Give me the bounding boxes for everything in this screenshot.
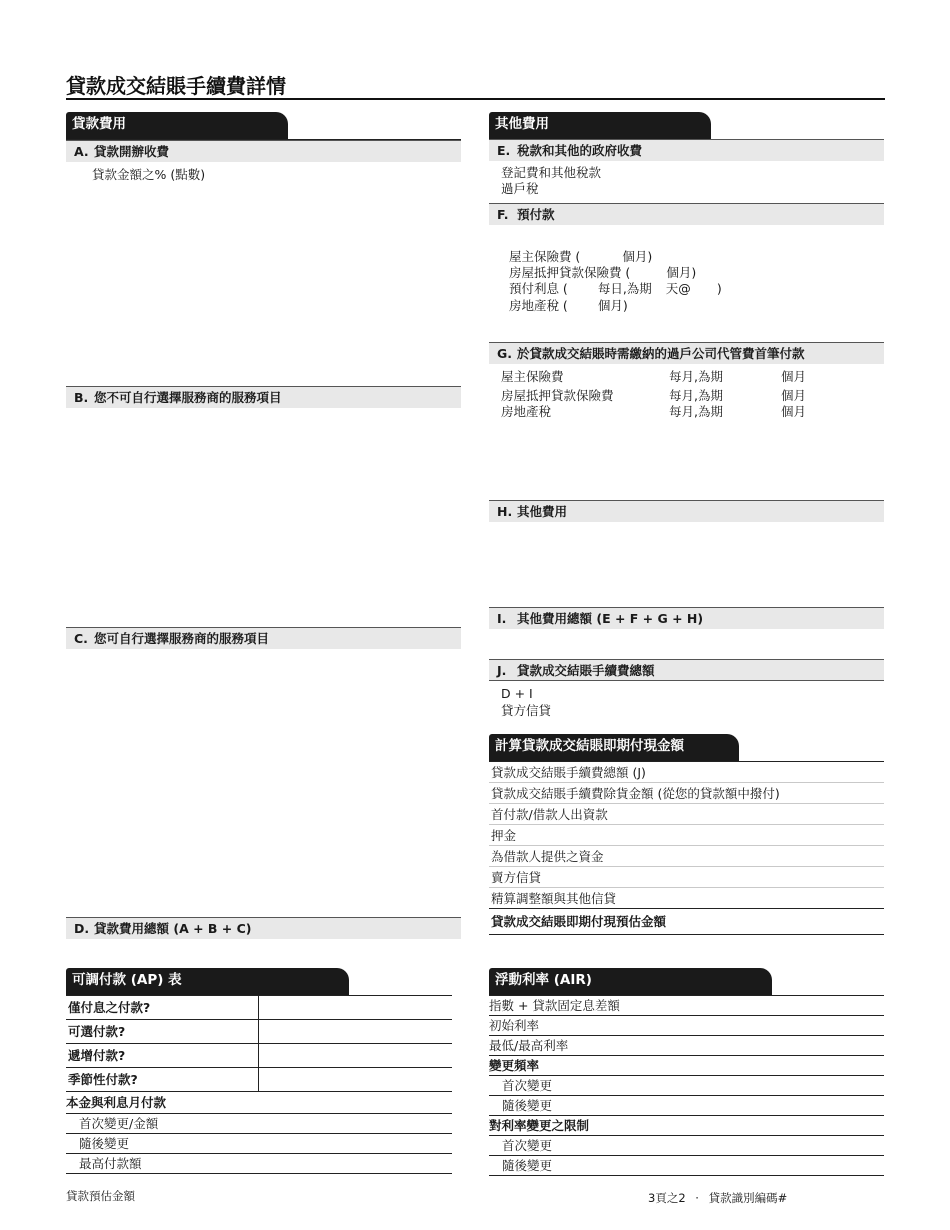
section-f-letter: F. bbox=[497, 207, 509, 222]
cash-to-close-list bbox=[489, 762, 884, 935]
section-a-header bbox=[66, 140, 461, 162]
transfer-tax-line: 過戶稅 bbox=[501, 181, 539, 196]
escrow-mortgage-per: 每月,為期 bbox=[669, 388, 723, 403]
footer-loan-id: 貸款識別編碼# bbox=[708, 1191, 788, 1205]
points-line: 貸款金額之% (點數) bbox=[92, 167, 206, 182]
footer-page-info bbox=[648, 1190, 787, 1206]
air-limits-first: 首次變更 bbox=[489, 1136, 884, 1156]
ap-pi-subsequent: 隨後變更 bbox=[66, 1134, 452, 1154]
ap-row-interest-only bbox=[66, 996, 452, 1020]
ap-row-value bbox=[259, 1068, 452, 1091]
section-a-label: 貸款開辦收費 bbox=[94, 144, 170, 159]
page-title: 貸款成交結賬手續費詳情 bbox=[66, 74, 286, 98]
section-h-letter: H. bbox=[497, 504, 513, 519]
footer-page-number: 3頁之2 bbox=[648, 1191, 686, 1205]
section-g-letter: G. bbox=[497, 346, 513, 361]
cash-row-seller-credits: 賣方信貸 bbox=[489, 867, 884, 888]
ap-row-value bbox=[259, 1020, 452, 1043]
section-c-header bbox=[66, 627, 461, 649]
other-costs-tab: 其他費用 bbox=[489, 112, 711, 139]
cash-row-deposit: 押金 bbox=[489, 825, 884, 846]
prepaid-interest-b: 每日,為期 bbox=[597, 281, 652, 296]
escrow-homeowners-months: 個月 bbox=[781, 369, 807, 384]
ap-pi-first-change: 首次變更/金額 bbox=[66, 1114, 452, 1134]
section-h-header bbox=[489, 500, 884, 522]
prepaid-property-taxes-a: 房地產稅 ( bbox=[508, 298, 568, 313]
air-frequency-first: 首次變更 bbox=[489, 1076, 884, 1096]
cash-row-total-closing-costs: 貸款成交結賬手續費總額 (J) bbox=[489, 762, 884, 783]
section-b-label: 您不可自行選擇服務商的服務項目 bbox=[94, 390, 282, 405]
recording-fees-line: 登記費和其他稅款 bbox=[501, 165, 602, 180]
ap-row-label: 僅付息之付款? bbox=[66, 996, 259, 1019]
ap-pi-header: 本金與利息月付款 bbox=[66, 1092, 452, 1114]
section-i-header bbox=[489, 607, 884, 629]
ap-row-seasonal bbox=[66, 1068, 452, 1092]
section-d-letter: D. bbox=[74, 921, 90, 936]
cash-to-close-total: 貸款成交結賬即期付現預估金額 bbox=[489, 909, 884, 935]
air-table-tab: 浮動利率 (AIR) bbox=[489, 968, 772, 995]
section-a-letter: A. bbox=[74, 144, 89, 159]
section-b-letter: B. bbox=[74, 390, 89, 405]
prepaid-homeowners-a: 屋主保險費 ( bbox=[508, 249, 581, 264]
ap-row-label: 遞增付款? bbox=[66, 1044, 259, 1067]
air-frequency-header: 變更頻率 bbox=[489, 1056, 884, 1076]
cash-row-financed: 貸款成交結賬手續費除貨金額 (從您的貸款額中撥付) bbox=[489, 783, 884, 804]
section-j-header bbox=[489, 659, 884, 681]
prepaid-interest-a: 預付利息 ( bbox=[508, 281, 568, 296]
section-e-header bbox=[489, 139, 884, 161]
prepaid-mortgage-insurance-a: 房屋抵押貸款保險費 ( bbox=[508, 265, 631, 280]
lender-credits-line: 貸方信貸 bbox=[501, 703, 552, 718]
section-h-label: 其他費用 bbox=[517, 504, 568, 519]
escrow-taxes-months: 個月 bbox=[781, 404, 807, 419]
section-j-label: 貸款成交結賬手續費總額 bbox=[517, 663, 655, 678]
section-d-label: 貸款費用總額 (A + B + C) bbox=[94, 921, 252, 936]
air-limits-subsequent: 隨後變更 bbox=[489, 1156, 884, 1176]
ap-table bbox=[66, 996, 452, 1174]
section-c-letter: C. bbox=[74, 631, 88, 646]
section-g-label: 於貸款成交結賬時需繳納的過戶公司代管費首筆付款 bbox=[517, 346, 805, 361]
ap-row-value bbox=[259, 996, 452, 1019]
prepaid-property-taxes-b: 個月) bbox=[597, 298, 628, 313]
loan-costs-tab: 貸款費用 bbox=[66, 112, 288, 139]
prepaid-interest-c: 天@ bbox=[665, 281, 691, 296]
ap-row-label: 可選付款? bbox=[66, 1020, 259, 1043]
air-min-max-rate: 最低/最高利率 bbox=[489, 1036, 884, 1056]
section-e-label: 稅款和其他的政府收費 bbox=[517, 143, 643, 158]
section-e-letter: E. bbox=[497, 143, 511, 158]
section-f-header bbox=[489, 203, 884, 225]
ap-row-value bbox=[259, 1044, 452, 1067]
escrow-mortgage-item: 房屋抵押貸款保險費 bbox=[501, 388, 614, 403]
ap-pi-maximum: 最高付款額 bbox=[66, 1154, 452, 1174]
prepaid-property-taxes-line bbox=[501, 280, 628, 314]
cash-row-adjustments: 精算調整額與其他信貸 bbox=[489, 888, 884, 909]
ap-row-optional bbox=[66, 1020, 452, 1044]
section-j-letter: J. bbox=[497, 663, 507, 678]
d-plus-i-line: D + I bbox=[501, 686, 533, 701]
cash-row-funds-for-borrower: 為借款人提供之資金 bbox=[489, 846, 884, 867]
air-index-margin: 指數 + 貸款固定息差額 bbox=[489, 996, 884, 1016]
escrow-mortgage-months: 個月 bbox=[781, 388, 807, 403]
prepaid-interest-d: ) bbox=[716, 281, 722, 296]
title-divider bbox=[66, 98, 885, 100]
section-i-label: 其他費用總額 (E + F + G + H) bbox=[517, 611, 704, 626]
escrow-taxes-item: 房地產稅 bbox=[501, 404, 552, 419]
section-d-header bbox=[66, 917, 461, 939]
section-i-letter: I. bbox=[497, 611, 507, 626]
cash-row-down-payment: 首付款/借款人出資款 bbox=[489, 804, 884, 825]
cash-to-close-tab: 計算貸款成交結賬即期付現金額 bbox=[489, 734, 739, 761]
ap-row-step bbox=[66, 1044, 452, 1068]
air-initial-rate: 初始利率 bbox=[489, 1016, 884, 1036]
escrow-homeowners-per: 每月,為期 bbox=[669, 369, 723, 384]
section-c-label: 您可自行選擇服務商的服務項目 bbox=[94, 631, 270, 646]
air-limits-header: 對利率變更之限制 bbox=[489, 1116, 884, 1136]
ap-table-tab: 可調付款 (AP) 表 bbox=[66, 968, 349, 995]
escrow-homeowners-item: 屋主保險費 bbox=[501, 369, 564, 384]
air-table bbox=[489, 996, 884, 1176]
section-f-label: 預付款 bbox=[517, 207, 555, 222]
prepaid-mortgage-insurance-b: 個月) bbox=[666, 265, 697, 280]
ap-row-label: 季節性付款? bbox=[66, 1068, 259, 1091]
section-g-header bbox=[489, 342, 884, 364]
section-b-header bbox=[66, 386, 461, 408]
footer-loan-estimate: 貸款預估金額 bbox=[66, 1189, 135, 1203]
footer-separator: · bbox=[695, 1191, 699, 1205]
prepaid-homeowners-b: 個月) bbox=[622, 249, 653, 264]
escrow-taxes-per: 每月,為期 bbox=[669, 404, 723, 419]
air-frequency-subsequent: 隨後變更 bbox=[489, 1096, 884, 1116]
